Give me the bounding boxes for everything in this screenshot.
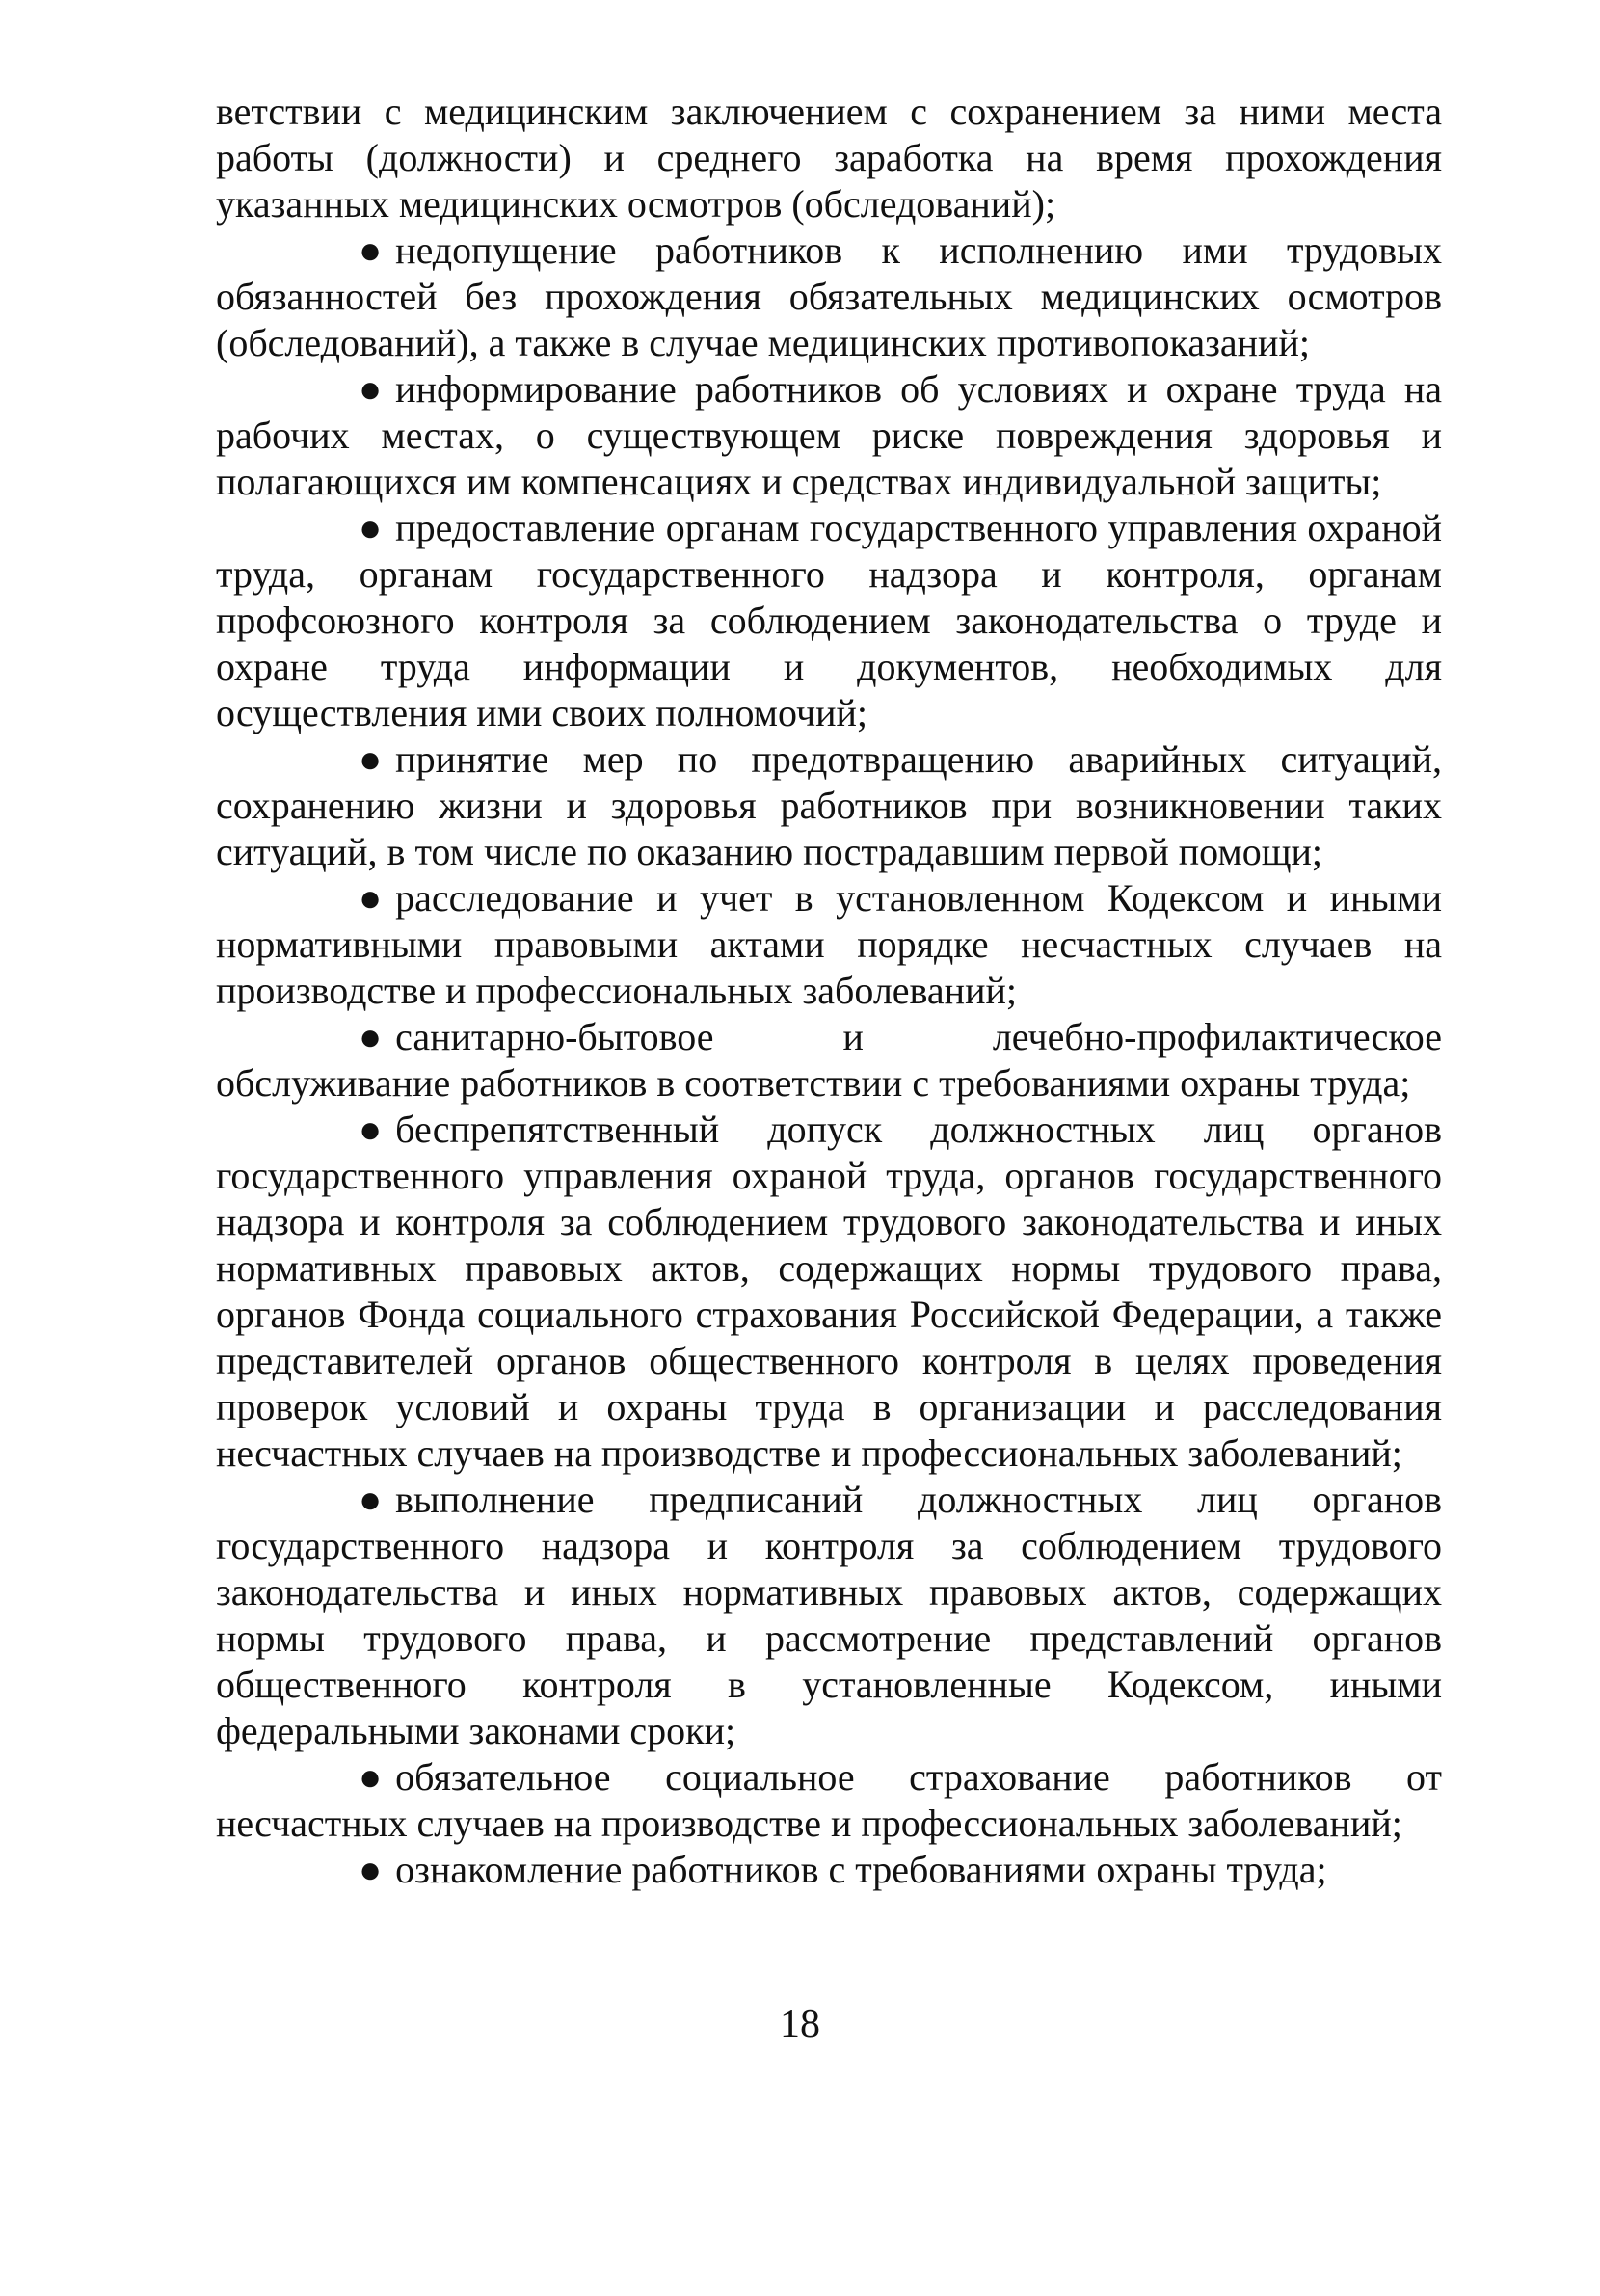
list-item-text: санитарно-бытовое и лечебно-профилактическое обслуживание работников в соответствии с требованиями охраны труда; xyxy=(216,1015,1442,1105)
bullet-icon: ● xyxy=(359,506,383,549)
body-text xyxy=(216,89,1442,1893)
list-item xyxy=(216,366,1442,505)
list-item-text: ознакомление работников с требованиями охраны труда; xyxy=(395,1848,1327,1891)
page-number: 18 xyxy=(780,2002,820,2046)
bullet-icon: ● xyxy=(359,1108,383,1151)
list-item xyxy=(216,1107,1442,1477)
bullet-icon: ● xyxy=(359,1848,383,1891)
continuation-paragraph: ветствии с медицинским заключением с сохранением за ними места работы (должности) и среднего заработка на время прохождения указанных медицинских осмотров (обследований); xyxy=(216,90,1442,226)
list-item xyxy=(216,505,1442,736)
bullet-icon: ● xyxy=(359,737,383,781)
list-item-text: предоставление органам государственного управления охраной труда, органам государственного надзора и контроля, органам профсоюзного контроля за соблюдением законодательства о труде и охране труда информации и документов, необходимых для осуществления ими своих полномочий; xyxy=(216,506,1442,734)
bullet-icon: ● xyxy=(359,228,383,272)
list-item xyxy=(216,875,1442,1014)
list-item xyxy=(216,1847,1442,1893)
list-item xyxy=(216,736,1442,875)
bullet-icon: ● xyxy=(359,1015,383,1058)
bullet-icon: ● xyxy=(359,1755,383,1799)
list-item-text: принятие мер по предотвращению аварийных ситуаций, сохранению жизни и здоровья работников при возникновении таких ситуаций, в том числе по оказанию пострадавшим первой помощи; xyxy=(216,737,1442,873)
bullet-icon: ● xyxy=(359,1478,383,1521)
bullet-icon: ● xyxy=(359,876,383,920)
list-item-text: обязательное социальное страхование работников от несчастных случаев на производстве и профессиональных заболеваний; xyxy=(216,1755,1442,1845)
list-item-text: выполнение предписаний должностных лиц органов государственного надзора и контроля за соблюдением трудового законодательства и иных нормативных правовых актов, содержащих нормы трудового права, и рассмотрение представлений органов общественного контроля в установленные Кодексом, иными федеральными законами сроки; xyxy=(216,1478,1442,1752)
list-item-text: расследование и учет в установленном Кодексом и иными нормативными правовыми актами порядке несчастных случаев на производстве и профессиональных заболеваний; xyxy=(216,876,1442,1012)
list-item xyxy=(216,1014,1442,1107)
list-item xyxy=(216,227,1442,366)
bullet-icon: ● xyxy=(359,367,383,411)
list-item xyxy=(216,1477,1442,1754)
list-item xyxy=(216,1754,1442,1847)
list-item-text: недопущение работников к исполнению ими трудовых обязанностей без прохождения обязательных медицинских осмотров (обследований), а также в случае медицинских противопоказаний; xyxy=(216,228,1442,364)
list-item-text: информирование работников об условиях и охране труда на рабочих местах, о существующем риске повреждения здоровья и полагающихся им компенсациях и средствах индивидуальной защиты; xyxy=(216,367,1442,503)
list-item-text: беспрепятственный допуск должностных лиц органов государственного управления охраной труда, органов государственного надзора и контроля за соблюдением трудового законодательства и иных нормативных правовых актов, содержащих нормы трудового права, органов Фонда социального страхования Российской Федерации, а также представителей органов общественного контроля в целях проведения проверок условий и охраны труда в организации и расследования несчастных случаев на производстве и профессиональных заболеваний; xyxy=(216,1108,1442,1475)
